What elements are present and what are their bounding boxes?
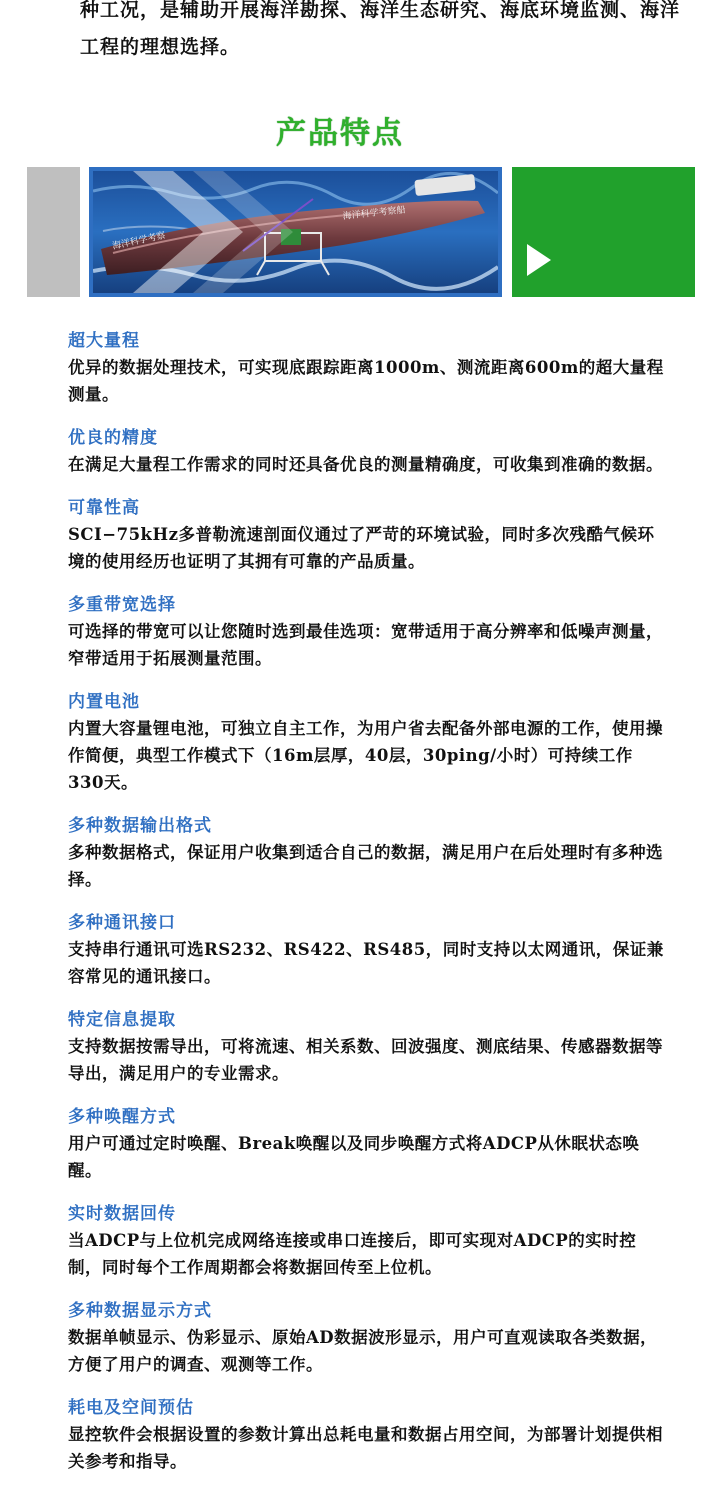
feature-desc: 数据单帧显示、伪彩显示、原始AD数据波形显示，用户可直观读取各类数据，方便了用户的调查、观测等工作。 [68,1328,658,1374]
feature-title: 多种唤醒方式 [68,1107,176,1127]
feature-item [68,1104,668,1184]
section-title: 产品特点 [276,116,404,151]
feature-desc: 支持串行通讯可选RS232、RS422、RS485，同时支持以太网通讯，保证兼容常见的通讯接口。 [68,940,664,986]
banner-green-block[interactable] [512,167,695,297]
feature-title: 可靠性高 [68,498,140,518]
feature-title: 多重带宽选择 [68,595,176,615]
photo-caption-left: 海洋科学考察 [111,230,167,252]
feature-title: 内置电池 [68,692,140,712]
feature-desc: 支持数据按需导出，可将流速、相关系数、回波强度、测底结果、传感器数据等导出，满足用户的专业需求。 [68,1037,663,1083]
feature-item [68,328,668,408]
feature-desc: 在满足大量程工作需求的同时还具备优良的测量精确度，可收集到准确的数据。 [68,455,663,474]
feature-title: 优良的精度 [68,428,158,448]
feature-item [68,1007,668,1087]
feature-title: 耗电及空间预估 [68,1398,194,1418]
feature-desc: 用户可通过定时唤醒、Break唤醒以及同步唤醒方式将ADCP从休眠状态唤醒。 [68,1134,640,1180]
feature-item [68,592,668,672]
ocean-photo-illustration [93,171,498,293]
feature-item [68,495,668,575]
feature-item [68,813,668,893]
feature-desc: SCⅠ−75kHz多普勒流速剖面仪通过了严苛的环境试验，同时多次残酷气候环境的使用经历也证明了其拥有可靠的产品质量。 [68,525,655,571]
feature-desc: 显控软件会根据设置的参数计算出总耗电量和数据占用空间，为部署计划提供相关参考和指导。 [68,1425,663,1471]
banner-gray-block [27,167,80,297]
feature-desc: 优异的数据处理技术，可实现底跟踪距离1000m、测流距离600m的超大量程测量。 [68,358,664,404]
banner [0,167,720,297]
feature-item [68,1201,668,1281]
feature-desc: 当ADCP与上位机完成网络连接或串口连接后，即可实现对ADCP的实时控制，同时每个工作周期都会将数据回传至上位机。 [68,1231,637,1277]
feature-title: 多种通讯接口 [68,913,176,933]
feature-item [68,1395,668,1475]
feature-item [68,1298,668,1378]
feature-desc: 内置大容量锂电池，可独立自主工作，为用户省去配备外部电源的工作，使用操作简便，典型工作模式下（16m层厚，40层，30ping/小时）可持续工作330天。 [68,719,663,792]
feature-item [68,425,668,478]
feature-title: 实时数据回传 [68,1204,176,1224]
banner-photo [89,167,502,297]
play-icon[interactable] [527,244,551,276]
intro-paragraph: 种工况，是辅助开展海洋勘探、海洋生态研究、海底环境监测、海洋工程的理想选择。 [80,0,681,58]
feature-title: 超大量程 [68,331,140,351]
feature-desc: 可选择的带宽可以让您随时选到最佳选项：宽带适用于高分辨率和低噪声测量，窄带适用于拓展测量范围。 [68,622,663,668]
photo-caption-right: 海洋科学考察船 [342,205,406,222]
feature-title: 多种数据显示方式 [68,1301,212,1321]
feature-item [68,689,668,796]
feature-item [68,910,668,990]
feature-list [68,328,668,1492]
feature-title: 多种数据输出格式 [68,816,212,836]
feature-desc: 多种数据格式，保证用户收集到适合自己的数据，满足用户在后处理时有多种选择。 [68,843,663,889]
feature-title: 特定信息提取 [68,1010,176,1030]
